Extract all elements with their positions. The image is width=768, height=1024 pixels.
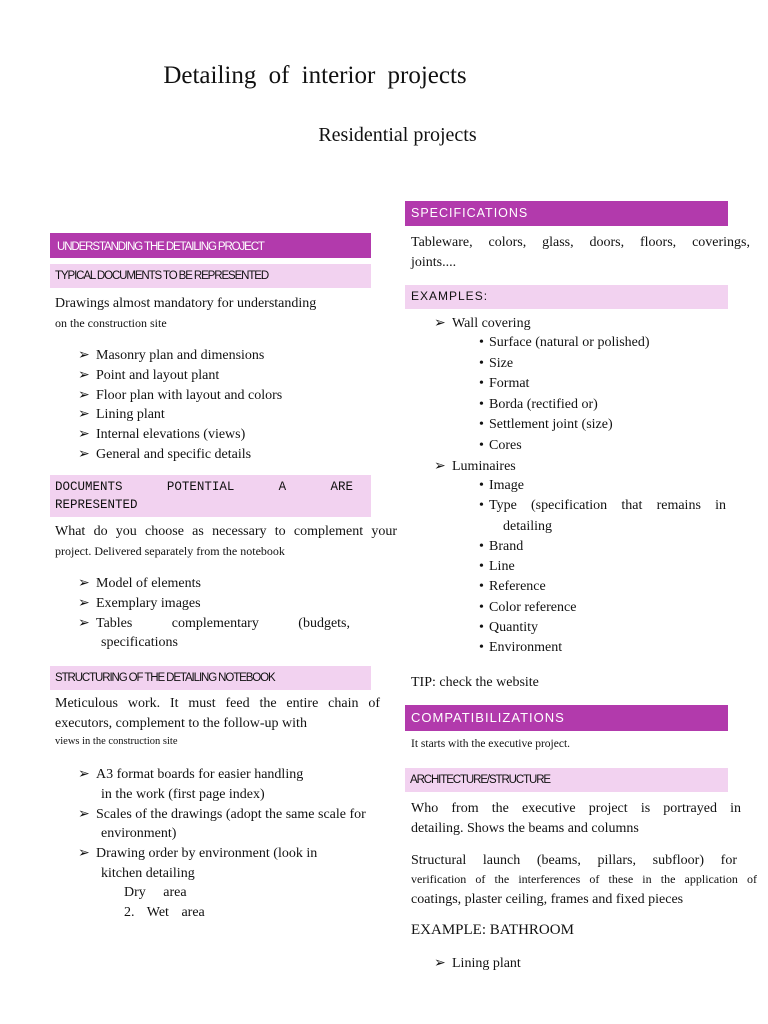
list-item: ➢ Tables complementary (budgets, <box>96 614 350 634</box>
section-header-compatibilizations: COMPATIBILIZATIONS <box>405 705 728 731</box>
list-item: ➢ General and specific details <box>96 445 282 465</box>
wall-covering-items <box>489 333 650 457</box>
list-item: • Brand <box>489 537 726 557</box>
luminaires-list <box>452 457 516 477</box>
list-item: • Image <box>489 476 726 496</box>
list-item: ➢ Floor plan with layout and colors <box>96 386 282 406</box>
subheader-architecture-structure: ARCHITECTURE/STRUCTURE <box>405 768 728 792</box>
page-subtitle: Residential projects <box>318 124 477 146</box>
list-item: ➢ Wall covering <box>452 314 531 334</box>
section-header-understanding: UNDERSTANDING THE DETAILING PROJECT <box>50 233 371 258</box>
list-item: ➢ Exemplary images <box>96 594 350 614</box>
page-title: Detailing of interior projects <box>163 62 467 89</box>
list-item-continuation: detailing <box>503 518 552 534</box>
documents-list <box>96 346 282 465</box>
list-item: • Quantity <box>489 618 726 638</box>
list-item: • Color reference <box>489 598 726 618</box>
section-header-specifications: SPECIFICATIONS <box>405 201 728 226</box>
list-item-continuation: specifications <box>101 635 178 651</box>
list-item: • Line <box>489 557 726 577</box>
tip-text: TIP: check the website <box>411 675 539 690</box>
list-item: ➢ Masonry plan and dimensions <box>96 346 282 366</box>
spec-text-line: joints.... <box>411 255 457 270</box>
intro-text-line: Meticulous work. It must feed the entire chain of <box>55 696 380 711</box>
subheader-structuring: STRUCTURING OF THE DETAILING NOTEBOOK <box>50 666 371 690</box>
compat-intro: It starts with the executive project. <box>411 738 571 750</box>
list-item: • Size <box>489 354 650 375</box>
intro-text-line: Drawings almost mandatory for understanding <box>55 296 317 311</box>
sub-item: Dry area <box>124 885 187 900</box>
compat-text-line: verification of the interferences of these in the application of <box>411 872 757 886</box>
list-item: ➢ Lining plant <box>96 405 282 425</box>
compat-text-line: Who from the executive project is portrayed in <box>411 801 741 816</box>
list-item: ➢ Internal elevations (views) <box>96 425 282 445</box>
wall-covering-group <box>452 314 531 334</box>
list-item-continuation: kitchen detailing <box>101 865 195 881</box>
intro-text-line: What do you choose as necessary to complement your <box>55 524 397 539</box>
list-item: • Cores <box>489 436 650 457</box>
compat-text-line: coatings, plaster ceiling, frames and fixed pieces <box>411 892 684 907</box>
list-item: ➢ Scales of the drawings (adopt the same scale for <box>96 805 382 825</box>
structuring-list <box>96 765 382 884</box>
list-item: ➢ A3 format boards for easier handling <box>96 765 382 785</box>
subheader-typical-documents: TYPICAL DOCUMENTS TO BE REPRESENTED <box>50 264 371 288</box>
list-item: ➢ Point and layout plant <box>96 366 282 386</box>
list-item: ➢ Model of elements <box>96 574 350 594</box>
list-item: • Environment <box>489 638 726 658</box>
section-header-documents-potential: DOCUMENTS POTENTIAL A ARE REPRESENTED <box>50 475 371 517</box>
list-item-continuation: environment) <box>101 826 177 842</box>
list-item: ➢ Luminaires <box>452 457 516 477</box>
list-item: • Format <box>489 374 650 395</box>
potential-documents-list <box>96 574 350 653</box>
intro-text-line: views in the construction site <box>55 736 178 747</box>
example-label: EXAMPLE: BATHROOM <box>411 922 574 938</box>
intro-text-line: executors, complement to the follow-up with <box>55 716 307 731</box>
spec-text-line: Tableware, colors, glass, doors, floors, coverings, <box>411 235 750 250</box>
list-item: • Settlement joint (size) <box>489 415 650 436</box>
bathroom-list <box>452 954 521 974</box>
list-item: ➢ Lining plant <box>452 954 521 974</box>
subheader-examples: EXAMPLES: <box>405 285 728 309</box>
list-item-continuation: in the work (first page index) <box>101 786 265 802</box>
compat-text-line: detailing. Shows the beams and columns <box>411 821 639 836</box>
wall-covering-list <box>452 314 531 334</box>
compat-text-line: Structural launch (beams, pillars, subfloor) for <box>411 853 737 868</box>
intro-text-line: on the construction site <box>55 316 167 330</box>
luminaires-items <box>489 476 726 659</box>
intro-text-line: project. Delivered separately from the notebook <box>55 544 285 558</box>
list-item: ➢ Drawing order by environment (look in <box>96 844 356 864</box>
list-item: • Type (specification that remains in <box>489 496 726 516</box>
sub-item: 2. Wet area <box>124 905 205 920</box>
list-item: • Surface (natural or polished) <box>489 333 650 354</box>
list-item: • Borda (rectified or) <box>489 395 650 416</box>
list-item: • Reference <box>489 577 726 597</box>
